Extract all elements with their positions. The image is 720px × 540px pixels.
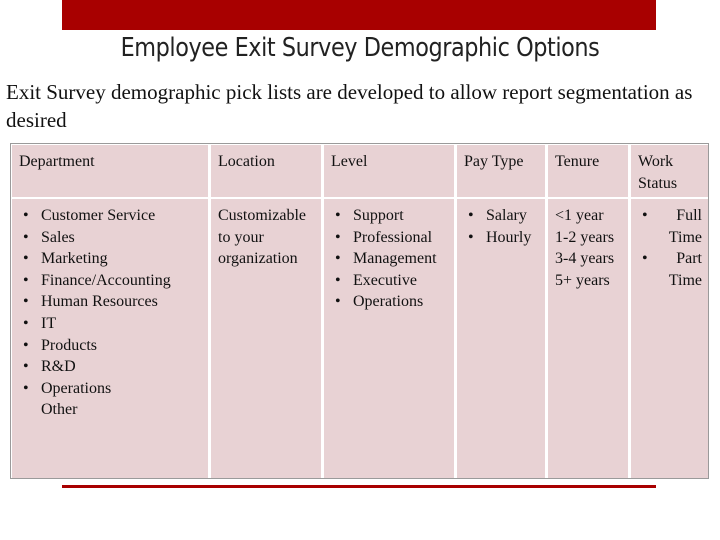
list-item: 5+ years — [555, 271, 610, 289]
list-item: 3-4 years — [555, 250, 615, 268]
list-item: • Full Time — [638, 205, 702, 248]
list-item: • Sales — [19, 227, 202, 249]
list-item: • Management — [331, 248, 448, 270]
list-item: • Finance/Accounting — [19, 270, 202, 292]
list-item: • Executive — [331, 270, 448, 292]
cell-location — [211, 199, 321, 478]
list-item: <1 year — [555, 207, 604, 224]
slide-title: Employee Exit Survey Demographic Options — [120, 33, 600, 63]
header-tenure: Tenure — [548, 145, 628, 197]
list-item: • Part Time — [638, 248, 702, 291]
cell-department — [12, 199, 208, 478]
header-pay-type: Pay Type — [457, 145, 545, 197]
list-item: • Customer Service — [19, 205, 202, 227]
list-item: • Professional — [331, 227, 448, 249]
header-work-status: Work Status — [631, 145, 708, 197]
bottom-accent-rule — [62, 485, 656, 488]
list-item: • IT — [19, 313, 202, 335]
list-item: • Operations — [331, 291, 448, 313]
list-item: • Salary — [464, 205, 539, 227]
cell-work-status — [631, 199, 708, 478]
list-item: • Hourly — [464, 227, 539, 249]
cell-tenure — [548, 199, 628, 478]
intro-text: Exit Survey demographic pick lists are developed to allow report segmentation as desired — [6, 80, 693, 132]
cell-level — [324, 199, 454, 478]
list-item: 1-2 years — [555, 228, 615, 246]
list-item: • Human Resources — [19, 291, 202, 313]
cell-pay-type — [457, 199, 545, 478]
header-location: Location — [211, 145, 321, 197]
list-item: • Operations — [19, 378, 202, 400]
list-item: • Marketing — [19, 248, 202, 270]
header-department: Department — [12, 145, 208, 197]
list-item: Other — [41, 401, 78, 419]
list-item: • Products — [19, 335, 202, 357]
header-level: Level — [324, 145, 454, 197]
location-text: Customizable to your organization — [218, 207, 306, 268]
list-item: • R&D — [19, 356, 202, 378]
list-item: • Support — [331, 205, 448, 227]
demographics-table — [10, 143, 709, 479]
top-accent-bar — [62, 0, 656, 30]
